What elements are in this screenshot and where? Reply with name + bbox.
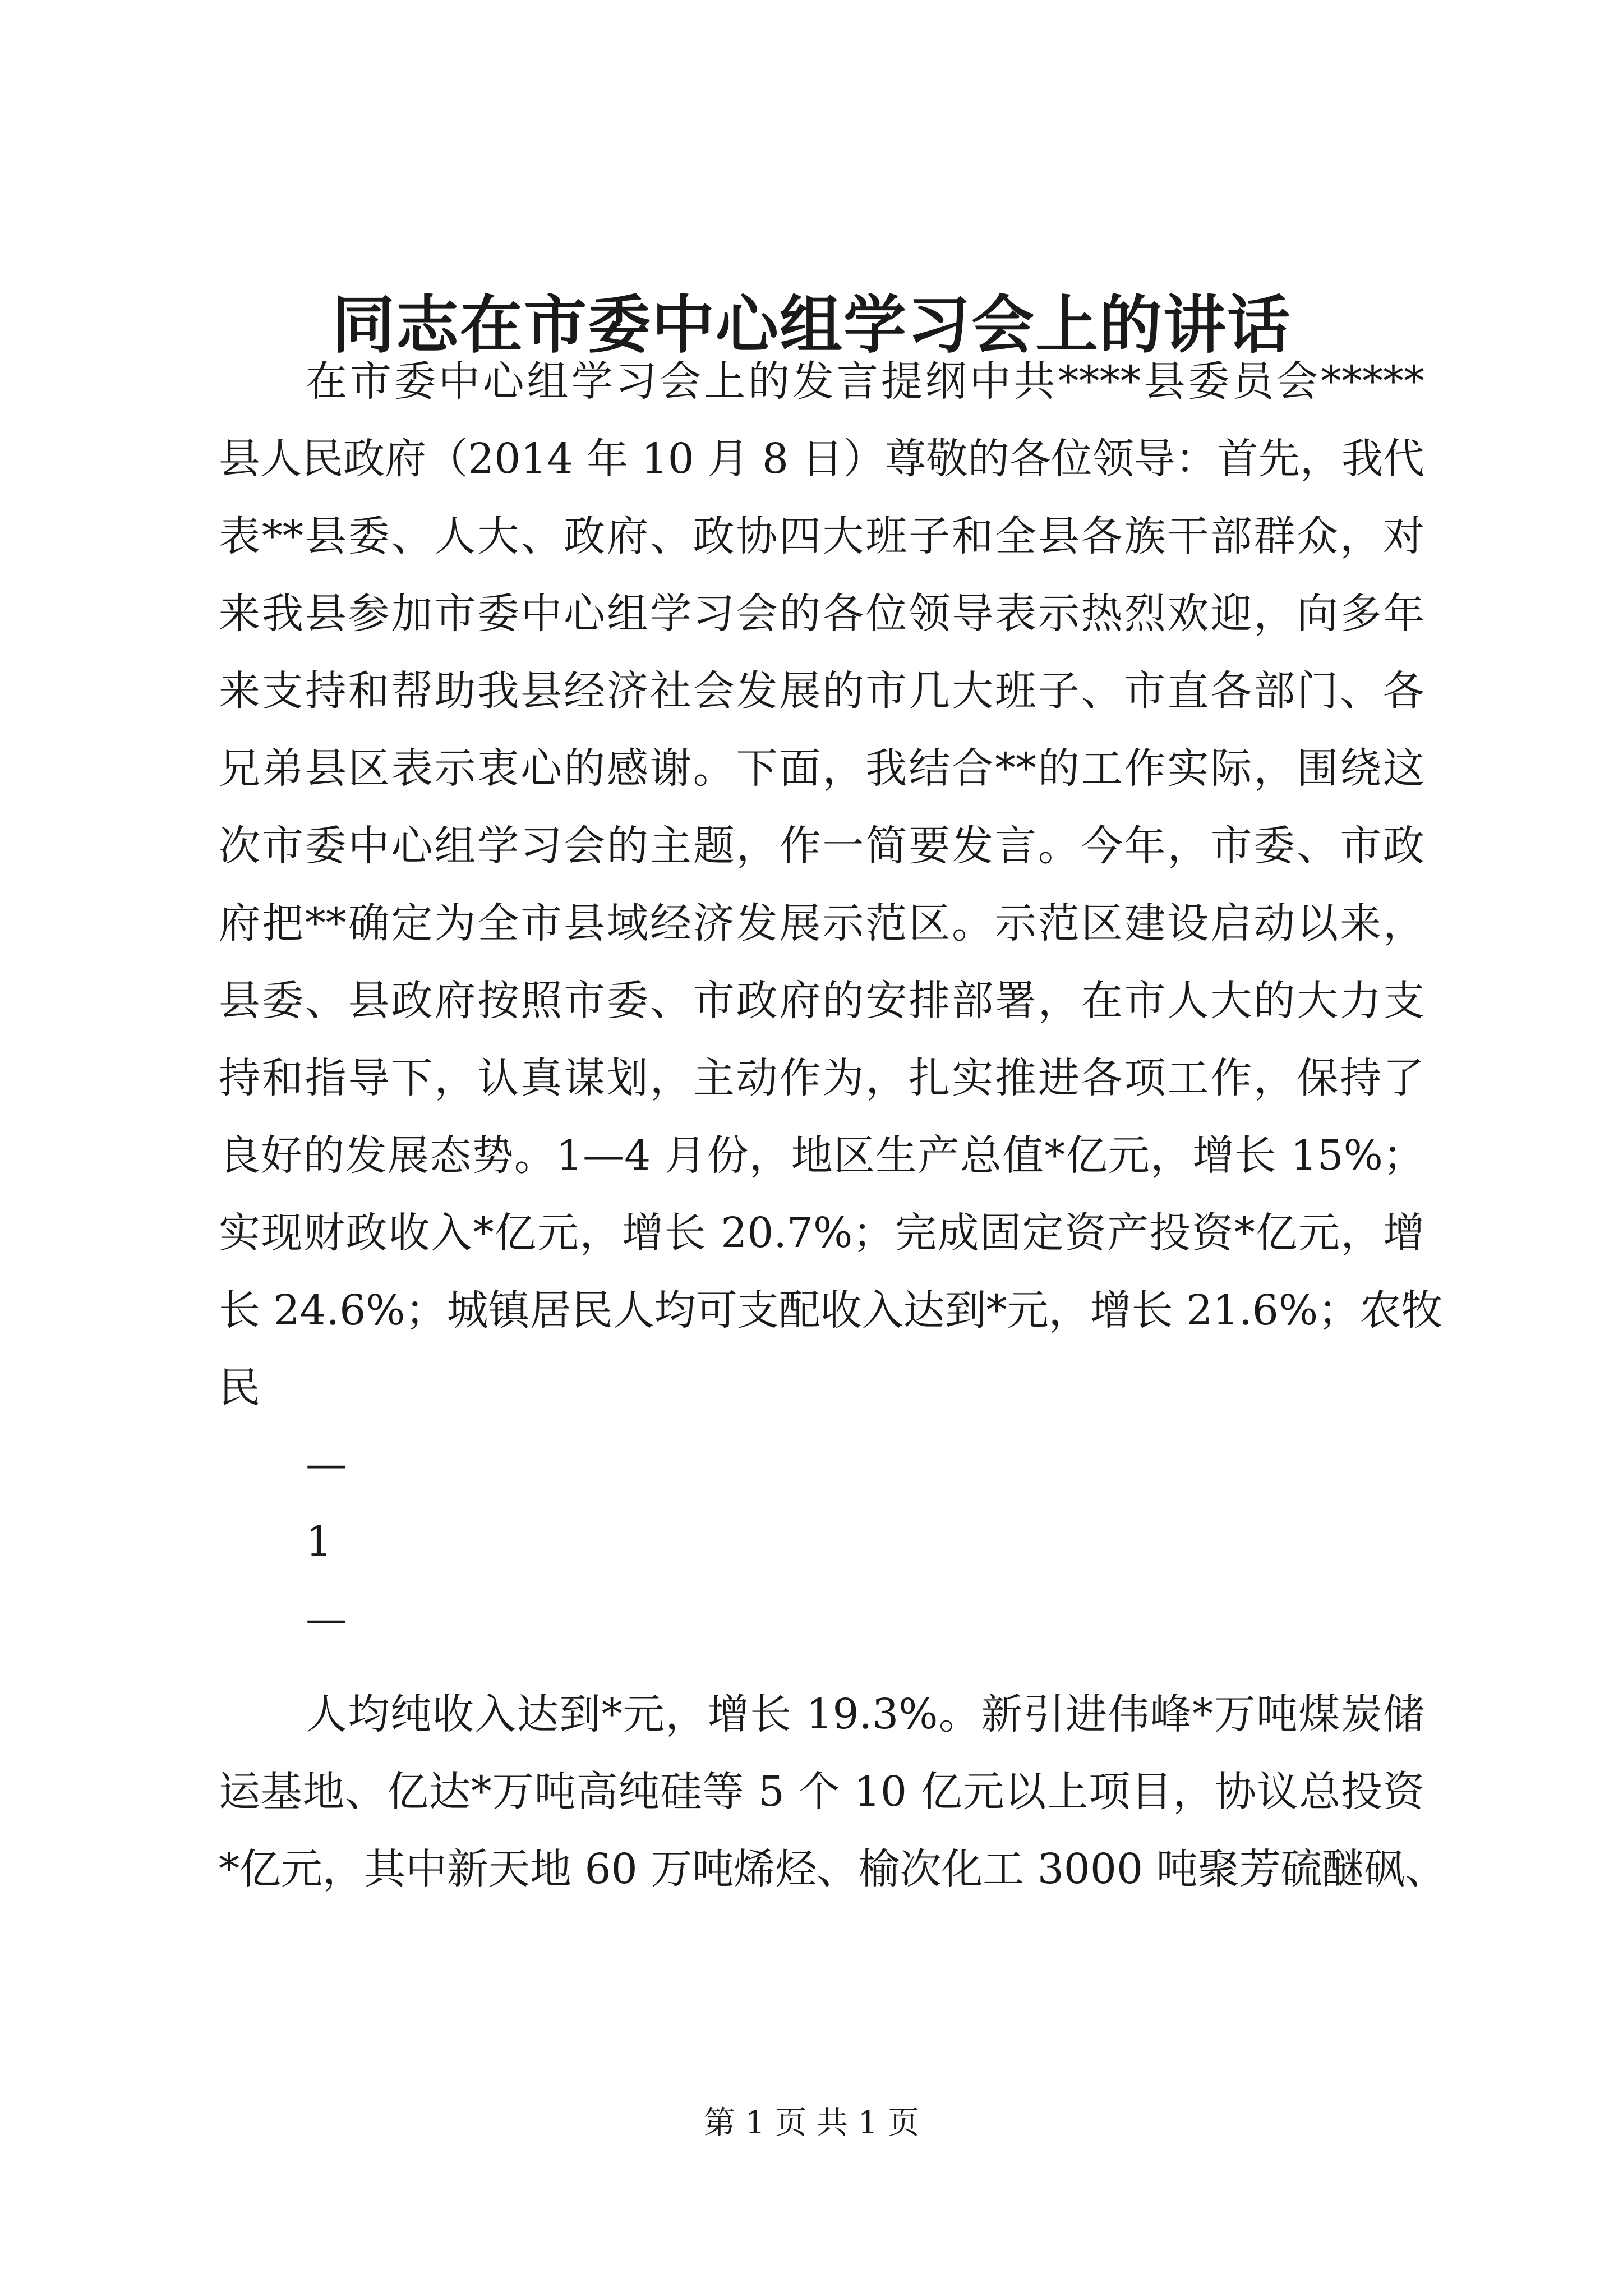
paragraph-line: 府把**确定为全市县域经济发展示范区。示范区建设启动以来，	[219, 899, 1424, 947]
paragraph-line: 人均纯收入达到*元，增长 19.3%。新引进伟峰*万吨煤炭储	[306, 1690, 1424, 1738]
paragraph-line: 持和指导下，认真谋划，主动作为，扎实推进各项工作，保持了	[219, 1054, 1424, 1102]
paragraph-line: 兄弟县区表示衷心的感谢。下面，我结合**的工作实际，围绕这	[219, 744, 1424, 793]
paragraph-line: 县人民政府（2014 年 10 月 8 日）尊敬的各位领导：首先，我代	[219, 435, 1424, 483]
paragraph-line: 良好的发展态势。1—4 月份，地区生产总值*亿元，增长 15%；	[219, 1131, 1424, 1180]
document-title: 同志在市委中心组学习会上的讲话	[332, 288, 1291, 362]
paragraph-line: 次市委中心组学习会的主题，作一简要发言。今年，市委、市政	[219, 822, 1424, 870]
page-marker-dash: —	[306, 1595, 347, 1643]
paragraph-line: 运基地、亿达*万吨高纯硅等 5 个 10 亿元以上项目，协议总投资	[219, 1768, 1424, 1816]
page-footer: 第 1 页 共 1 页	[703, 2105, 920, 2141]
paragraph-line: 来支持和帮助我县经济社会发展的市几大班子、市直各部门、各	[219, 667, 1424, 715]
paragraph-line: 县委、县政府按照市委、市政府的安排部署，在市人大的大力支	[219, 977, 1424, 1025]
paragraph-line: *亿元，其中新天地 60 万吨烯烃、榆次化工 3000 吨聚芳硫醚砜、	[219, 1845, 1447, 1893]
paragraph-line: 实现财政收入*亿元，增长 20.7%；完成固定资产投资*亿元，增	[219, 1209, 1424, 1257]
paragraph-line: 表**县委、人大、政府、政协四大班子和全县各族干部群众，对	[219, 512, 1424, 560]
paragraph-line: 来我县参加市委中心组学习会的各位领导表示热烈欢迎，向多年	[219, 590, 1424, 638]
page-marker-number: 1	[306, 1517, 333, 1566]
page-marker-dash: —	[306, 1440, 347, 1488]
paragraph-line: 长 24.6%；城镇居民人均可支配收入达到*元，增长 21.6%；农牧	[219, 1286, 1443, 1335]
paragraph-line: 民	[219, 1364, 260, 1412]
paragraph-line: 在市委中心组学习会上的发言提纲中共****县委员会*****	[306, 357, 1424, 406]
